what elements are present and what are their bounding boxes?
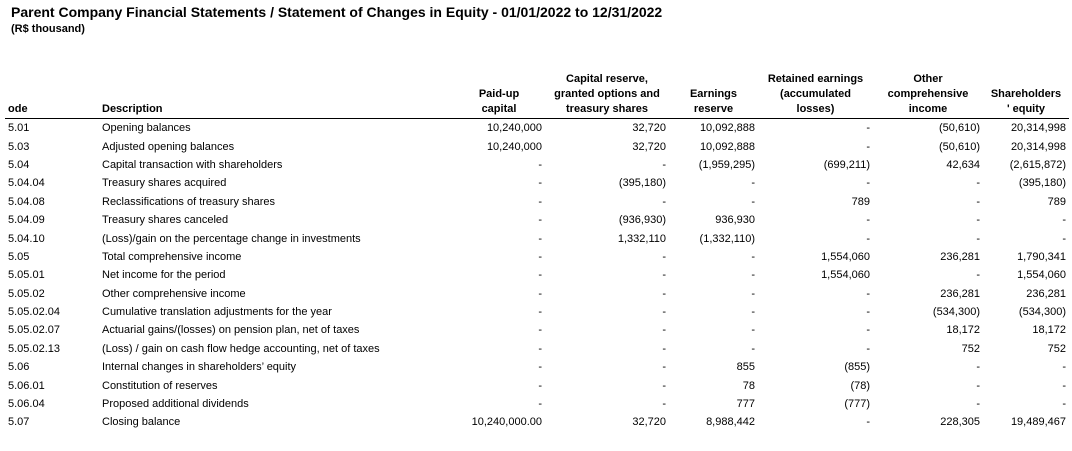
column-header-other-comprehensive-income: Other comprehensive income bbox=[873, 72, 983, 119]
cell-other-comprehensive-income: (534,300) bbox=[932, 306, 980, 319]
cell-other-comprehensive-income: - bbox=[976, 177, 980, 190]
cell-shareholders-equity: (534,300) bbox=[1018, 306, 1066, 319]
table-row bbox=[5, 211, 1069, 229]
cell-paid-up-capital: - bbox=[538, 379, 542, 392]
cell-retained-earnings: - bbox=[866, 140, 870, 153]
cell-other-comprehensive-income: 18,172 bbox=[946, 324, 980, 337]
cell-retained-earnings: - bbox=[866, 324, 870, 337]
cell-capital-reserve: - bbox=[662, 324, 666, 337]
cell-retained-earnings: - bbox=[866, 342, 870, 355]
table-row bbox=[5, 376, 1069, 394]
cell-retained-earnings: - bbox=[866, 177, 870, 190]
cell-code: 5.05.02.13 bbox=[8, 342, 60, 355]
cell-paid-up-capital: 10,240,000.00 bbox=[471, 416, 542, 429]
cell-earnings-reserve: - bbox=[751, 177, 755, 190]
cell-earnings-reserve: 855 bbox=[736, 361, 755, 374]
cell-shareholders-equity: 236,281 bbox=[1026, 287, 1066, 300]
table-row bbox=[5, 266, 1069, 284]
column-header-code: ode bbox=[5, 72, 99, 119]
cell-retained-earnings: (699,211) bbox=[823, 158, 870, 171]
cell-earnings-reserve: 777 bbox=[736, 398, 755, 411]
cell-shareholders-equity: - bbox=[1062, 398, 1066, 411]
table-row bbox=[5, 321, 1069, 339]
cell-capital-reserve: 1,332,110 bbox=[617, 232, 666, 245]
cell-capital-reserve: - bbox=[662, 269, 666, 282]
cell-retained-earnings: - bbox=[866, 232, 870, 245]
cell-code: 5.06.01 bbox=[8, 379, 45, 392]
cell-earnings-reserve: - bbox=[751, 250, 755, 263]
cell-capital-reserve: - bbox=[662, 195, 666, 208]
cell-shareholders-equity: 19,489,467 bbox=[1010, 416, 1066, 429]
cell-other-comprehensive-income: 236,281 bbox=[940, 287, 980, 300]
table-row bbox=[5, 358, 1069, 376]
cell-capital-reserve: - bbox=[662, 398, 666, 411]
cell-capital-reserve: (936,930) bbox=[618, 214, 666, 227]
cell-description: Opening balances bbox=[102, 122, 191, 135]
cell-other-comprehensive-income: (50,610) bbox=[939, 140, 980, 153]
cell-other-comprehensive-income: - bbox=[976, 232, 980, 245]
column-header-earnings-reserve: Earnings reserve bbox=[669, 72, 758, 119]
cell-earnings-reserve: (1,959,295) bbox=[698, 158, 755, 171]
cell-other-comprehensive-income: 228,305 bbox=[940, 416, 980, 429]
cell-paid-up-capital: - bbox=[538, 324, 542, 337]
column-header-description: Description bbox=[99, 72, 453, 119]
table-row bbox=[5, 303, 1069, 321]
cell-retained-earnings: - bbox=[866, 287, 870, 300]
cell-other-comprehensive-income: - bbox=[976, 361, 980, 374]
cell-capital-reserve: - bbox=[662, 379, 666, 392]
cell-code: 5.05.01 bbox=[8, 269, 45, 282]
cell-code: 5.04.08 bbox=[8, 195, 45, 208]
cell-other-comprehensive-income: (50,610) bbox=[939, 122, 980, 135]
cell-earnings-reserve: 10,092,888 bbox=[699, 122, 755, 135]
cell-retained-earnings: (855) bbox=[844, 361, 870, 374]
table-row bbox=[5, 413, 1069, 431]
cell-paid-up-capital: - bbox=[538, 287, 542, 300]
cell-capital-reserve: - bbox=[662, 342, 666, 355]
cell-description: Closing balance bbox=[102, 416, 181, 429]
cell-code: 5.05 bbox=[8, 250, 30, 263]
cell-other-comprehensive-income: 752 bbox=[961, 342, 980, 355]
cell-shareholders-equity: 752 bbox=[1047, 342, 1066, 355]
cell-earnings-reserve: 936,930 bbox=[715, 214, 755, 227]
cell-code: 5.01 bbox=[8, 122, 30, 135]
equity-changes-table bbox=[5, 72, 1069, 432]
header-row bbox=[5, 72, 1069, 119]
cell-capital-reserve: - bbox=[662, 361, 666, 374]
cell-earnings-reserve: - bbox=[751, 195, 755, 208]
cell-retained-earnings: (777) bbox=[844, 398, 870, 411]
cell-other-comprehensive-income: - bbox=[976, 398, 980, 411]
cell-description: Other comprehensive income bbox=[102, 287, 246, 300]
cell-paid-up-capital: 10,240,000 bbox=[486, 122, 542, 135]
cell-shareholders-equity: 20,314,998 bbox=[1010, 140, 1066, 153]
cell-code: 5.04.09 bbox=[8, 214, 45, 227]
cell-shareholders-equity: 20,314,998 bbox=[1010, 122, 1066, 135]
cell-paid-up-capital: - bbox=[538, 195, 542, 208]
cell-other-comprehensive-income: - bbox=[976, 214, 980, 227]
table-row bbox=[5, 119, 1069, 138]
cell-description: Proposed additional dividends bbox=[102, 398, 249, 411]
cell-other-comprehensive-income: - bbox=[976, 195, 980, 208]
cell-earnings-reserve: - bbox=[751, 306, 755, 319]
cell-paid-up-capital: - bbox=[538, 177, 542, 190]
column-header-capital-reserve: Capital reserve, granted options and treasury shares bbox=[545, 72, 669, 119]
cell-code: 5.04.10 bbox=[8, 232, 45, 245]
cell-code: 5.03 bbox=[8, 140, 30, 153]
cell-shareholders-equity: 18,172 bbox=[1032, 324, 1066, 337]
cell-other-comprehensive-income: 42,634 bbox=[946, 158, 980, 171]
cell-paid-up-capital: - bbox=[538, 342, 542, 355]
cell-retained-earnings: 1,554,060 bbox=[821, 269, 870, 282]
cell-earnings-reserve: - bbox=[751, 324, 755, 337]
cell-description: Internal changes in shareholders’ equity bbox=[102, 361, 297, 374]
cell-capital-reserve: - bbox=[662, 158, 666, 171]
cell-earnings-reserve: (1,332,110) bbox=[699, 232, 755, 245]
cell-shareholders-equity: 1,790,341 bbox=[1017, 250, 1066, 263]
cell-paid-up-capital: - bbox=[538, 158, 542, 171]
cell-earnings-reserve: 78 bbox=[742, 379, 755, 392]
cell-description: Cumulative translation adjustments for the year bbox=[102, 306, 332, 319]
table-row bbox=[5, 156, 1069, 174]
cell-description: Treasury shares acquired bbox=[102, 177, 227, 190]
cell-paid-up-capital: - bbox=[538, 269, 542, 282]
cell-code: 5.04.04 bbox=[8, 177, 45, 190]
table-row bbox=[5, 395, 1069, 413]
currency-unit-note: (R$ thousand) bbox=[11, 23, 85, 35]
column-header-paid-up-capital: Paid-up capital bbox=[453, 72, 545, 119]
cell-shareholders-equity: 789 bbox=[1047, 195, 1066, 208]
table-row bbox=[5, 229, 1069, 247]
cell-retained-earnings: - bbox=[866, 306, 870, 319]
cell-other-comprehensive-income: - bbox=[976, 379, 980, 392]
cell-code: 5.05.02.07 bbox=[8, 324, 60, 337]
table-row bbox=[5, 137, 1069, 155]
cell-capital-reserve: 32,720 bbox=[632, 140, 666, 153]
cell-description: Net income for the period bbox=[102, 269, 226, 282]
cell-description: (Loss) / gain on cash flow hedge accounting, net of taxes bbox=[102, 342, 380, 355]
cell-retained-earnings: - bbox=[866, 122, 870, 135]
cell-paid-up-capital: - bbox=[538, 250, 542, 263]
cell-capital-reserve: 32,720 bbox=[632, 416, 666, 429]
cell-capital-reserve: - bbox=[662, 250, 666, 263]
table-header bbox=[5, 72, 1069, 119]
table-row bbox=[5, 340, 1069, 358]
cell-shareholders-equity: (395,180) bbox=[1018, 177, 1066, 190]
column-header-retained-earnings: Retained earnings (accumulated losses) bbox=[758, 72, 873, 119]
cell-code: 5.05.02.04 bbox=[8, 306, 60, 319]
table-row bbox=[5, 193, 1069, 211]
cell-shareholders-equity: - bbox=[1062, 232, 1066, 245]
cell-description: (Loss)/gain on the percentage change in investments bbox=[102, 232, 361, 245]
cell-earnings-reserve: 10,092,888 bbox=[699, 140, 755, 153]
cell-paid-up-capital: - bbox=[538, 214, 542, 227]
cell-shareholders-equity: - bbox=[1062, 361, 1066, 374]
cell-capital-reserve: - bbox=[662, 306, 666, 319]
table-row bbox=[5, 248, 1069, 266]
cell-description: Total comprehensive income bbox=[102, 250, 242, 263]
cell-capital-reserve: 32,720 bbox=[632, 122, 666, 135]
cell-other-comprehensive-income: - bbox=[976, 269, 980, 282]
cell-shareholders-equity: 1,554,060 bbox=[1017, 269, 1066, 282]
cell-retained-earnings: 789 bbox=[851, 195, 870, 208]
cell-earnings-reserve: 8,988,442 bbox=[706, 416, 755, 429]
table-row bbox=[5, 174, 1069, 192]
cell-retained-earnings: (78) bbox=[850, 379, 870, 392]
cell-description: Capital transaction with shareholders bbox=[102, 158, 283, 171]
cell-shareholders-equity: - bbox=[1062, 214, 1066, 227]
cell-paid-up-capital: - bbox=[538, 398, 542, 411]
cell-retained-earnings: - bbox=[866, 214, 870, 227]
cell-retained-earnings: - bbox=[866, 416, 870, 429]
cell-capital-reserve: (395,180) bbox=[618, 177, 666, 190]
cell-description: Treasury shares canceled bbox=[102, 214, 229, 227]
statement-title: Parent Company Financial Statements / Statement of Changes in Equity - 01/01/2022 to 12/31/2022 bbox=[11, 4, 663, 20]
cell-earnings-reserve: - bbox=[751, 269, 755, 282]
cell-code: 5.05.02 bbox=[8, 287, 45, 300]
cell-other-comprehensive-income: 236,281 bbox=[940, 250, 980, 263]
table-body bbox=[5, 119, 1069, 432]
cell-paid-up-capital: 10,240,000 bbox=[486, 140, 542, 153]
cell-capital-reserve: - bbox=[662, 287, 666, 300]
cell-earnings-reserve: - bbox=[751, 287, 755, 300]
cell-code: 5.04 bbox=[8, 158, 30, 171]
cell-code: 5.06 bbox=[8, 361, 30, 374]
cell-description: Reclassifications of treasury shares bbox=[102, 195, 276, 208]
cell-code: 5.06.04 bbox=[8, 398, 45, 411]
cell-paid-up-capital: - bbox=[538, 361, 542, 374]
cell-shareholders-equity: - bbox=[1062, 379, 1066, 392]
cell-code: 5.07 bbox=[8, 416, 30, 429]
cell-paid-up-capital: - bbox=[538, 232, 542, 245]
cell-earnings-reserve: - bbox=[751, 342, 755, 355]
cell-description: Constitution of reserves bbox=[102, 379, 218, 392]
cell-description: Actuarial gains/(losses) on pension plan, net of taxes bbox=[102, 324, 360, 337]
cell-description: Adjusted opening balances bbox=[102, 140, 235, 153]
table-row bbox=[5, 285, 1069, 303]
cell-shareholders-equity: (2,615,872) bbox=[1009, 158, 1066, 171]
cell-paid-up-capital: - bbox=[538, 306, 542, 319]
cell-retained-earnings: 1,554,060 bbox=[821, 250, 870, 263]
column-header-shareholders-equity: Shareholders ' equity bbox=[983, 72, 1069, 119]
